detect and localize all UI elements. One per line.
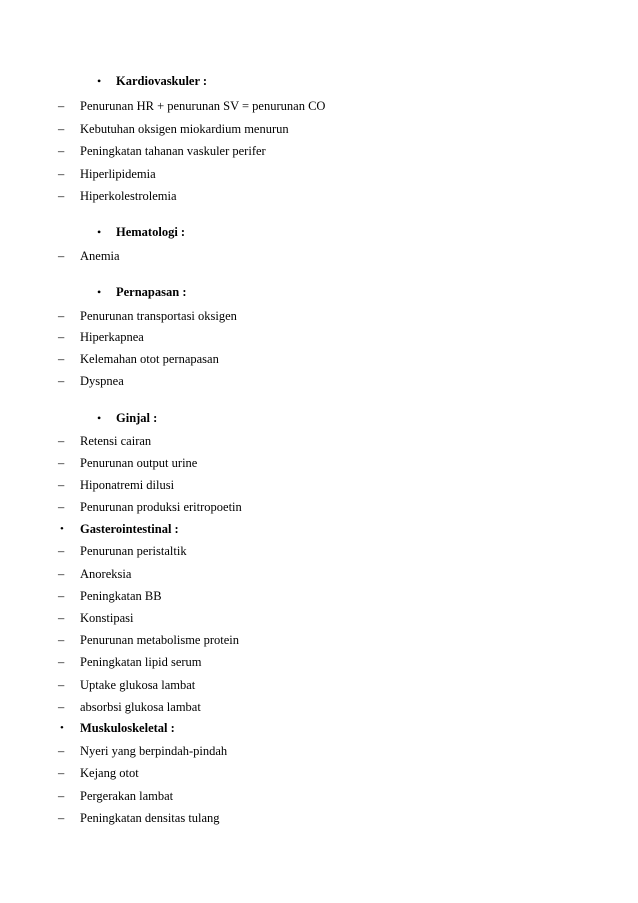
section-heading-label: Gasterointestinal : [80, 522, 179, 536]
dash-icon: – [58, 744, 65, 758]
section-heading-label: Kardiovaskuler : [116, 74, 208, 88]
dash-icon: – [58, 500, 65, 514]
list-item-label: Uptake glukosa lambat [80, 678, 196, 692]
dash-icon: – [58, 249, 65, 263]
list-item-label: absorbsi glukosa lambat [80, 700, 201, 714]
section-heading-label: Pernapasan : [116, 285, 187, 299]
dash-icon: – [58, 766, 65, 780]
dash-icon: – [58, 544, 65, 558]
list-item-label: Peningkatan lipid serum [80, 655, 202, 669]
list-item-label: Peningkatan tahanan vaskuler perifer [80, 144, 266, 158]
list-item-label: Penurunan output urine [80, 456, 198, 470]
list-item-label: Hiperlipidemia [80, 167, 156, 181]
list-item-label: Kelemahan otot pernapasan [80, 352, 219, 366]
list-item-label: Kejang otot [80, 766, 139, 780]
list-item-label: Pergerakan lambat [80, 789, 174, 803]
dash-icon: – [58, 352, 65, 366]
dash-icon: – [58, 811, 65, 825]
dash-icon: – [58, 374, 65, 388]
section-heading-label: Hematologi : [116, 225, 186, 239]
list-item-label: Penurunan peristaltik [80, 544, 187, 558]
list-item-label: Kebutuhan oksigen miokardium menurun [80, 122, 289, 136]
dash-icon: – [58, 700, 65, 714]
list-item-label: Anoreksia [80, 567, 132, 581]
list-item-label: Hiperkapnea [80, 330, 144, 344]
list-item-label: Hiponatremi dilusi [80, 478, 175, 492]
bullet-icon: • [97, 411, 102, 425]
list-item-label: Penurunan transportasi oksigen [80, 309, 237, 323]
bullet-icon: • [60, 523, 64, 535]
list-item-label: Peningkatan densitas tulang [80, 811, 220, 825]
dash-icon: – [58, 789, 65, 803]
dash-icon: – [58, 144, 65, 158]
dash-icon: – [58, 189, 65, 203]
list-item-label: Peningkatan BB [80, 589, 162, 603]
bullet-icon: • [97, 225, 102, 239]
list-item-label: Penurunan metabolisme protein [80, 633, 239, 647]
dash-icon: – [58, 330, 65, 344]
dash-icon: – [58, 478, 65, 492]
dash-icon: – [58, 456, 65, 470]
bullet-icon: • [97, 74, 102, 88]
dash-icon: – [58, 633, 65, 647]
dash-icon: – [58, 122, 65, 136]
dash-icon: – [58, 589, 65, 603]
list-item-label: Nyeri yang berpindah-pindah [80, 744, 228, 758]
dash-icon: – [58, 167, 65, 181]
section-heading-label: Muskuloskeletal : [80, 721, 175, 735]
bullet-icon: • [97, 285, 102, 299]
list-item-label: Konstipasi [80, 611, 134, 625]
list-item-label: Dyspnea [80, 374, 124, 388]
dash-icon: – [58, 655, 65, 669]
dash-icon: – [58, 434, 65, 448]
dash-icon: – [58, 611, 65, 625]
dash-icon: – [58, 309, 65, 323]
section-heading-label: Ginjal : [116, 411, 158, 425]
list-item-label: Hiperkolestrolemia [80, 189, 177, 203]
dash-icon: – [58, 678, 65, 692]
list-item-label: Penurunan produksi eritropoetin [80, 500, 242, 514]
list-item-label: Retensi cairan [80, 434, 152, 448]
list-item-label: Anemia [80, 249, 120, 263]
bullet-icon: • [60, 722, 64, 734]
dash-icon: – [58, 567, 65, 581]
dash-icon: – [58, 99, 65, 113]
list-item-label: Penurunan HR + penurunan SV = penurunan CO [80, 99, 326, 113]
